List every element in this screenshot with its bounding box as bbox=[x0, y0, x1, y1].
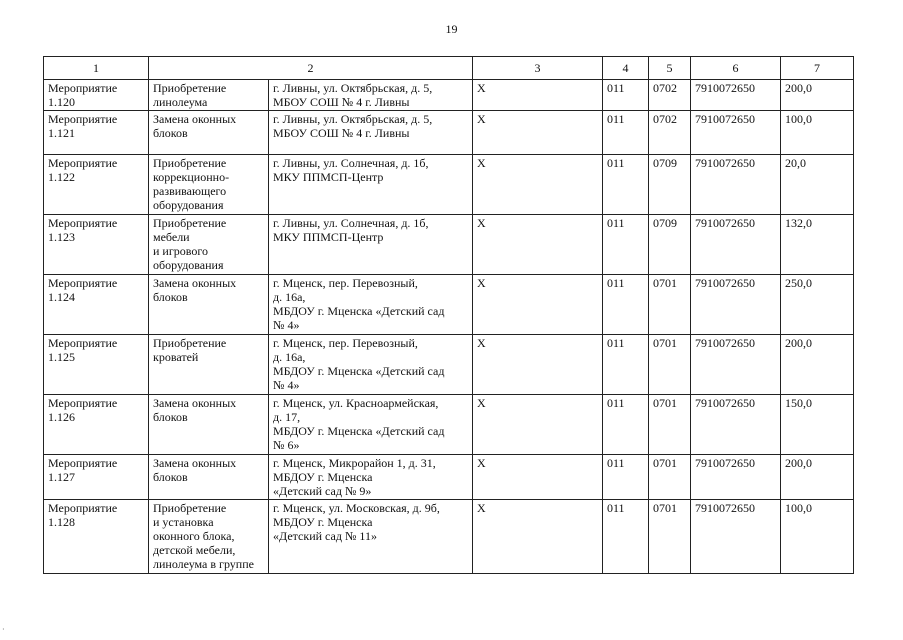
header-col-5: 5 bbox=[649, 57, 691, 80]
col7-cell: 100,0 bbox=[781, 111, 854, 155]
col6-cell: 7910072650 bbox=[691, 111, 781, 155]
col6-cell: 7910072650 bbox=[691, 80, 781, 111]
address-cell: г. Ливны, ул. Солнечная, д. 1б, МКУ ППМСП-Центр bbox=[269, 215, 473, 275]
col4-cell: 011 bbox=[603, 111, 649, 155]
header-col-2: 2 bbox=[149, 57, 473, 80]
col5-cell: 0701 bbox=[649, 500, 691, 574]
col5-cell: 0701 bbox=[649, 395, 691, 455]
page-number: 19 bbox=[445, 22, 458, 36]
event-cell: Мероприятие 1.121 bbox=[44, 111, 149, 155]
col7-cell: 200,0 bbox=[781, 455, 854, 500]
col5-cell: 0701 bbox=[649, 335, 691, 395]
header-row bbox=[44, 57, 854, 80]
events-table bbox=[43, 56, 854, 574]
table-row bbox=[44, 455, 854, 500]
col6-cell: 7910072650 bbox=[691, 500, 781, 574]
event-cell: Мероприятие 1.123 bbox=[44, 215, 149, 275]
col4-cell: 011 bbox=[603, 215, 649, 275]
col6-cell: 7910072650 bbox=[691, 275, 781, 335]
col5-cell: 0701 bbox=[649, 275, 691, 335]
name-cell: Приобретение коррекционно- развивающего оборудования bbox=[149, 155, 269, 215]
address-cell: г. Ливны, ул. Октябрьская, д. 5, МБОУ СОШ № 4 г. Ливны bbox=[269, 80, 473, 111]
header-col-1: 1 bbox=[44, 57, 149, 80]
event-cell: Мероприятие 1.126 bbox=[44, 395, 149, 455]
address-cell: г. Ливны, ул. Октябрьская, д. 5, МБОУ СОШ № 4 г. Ливны bbox=[269, 111, 473, 155]
scan-speck: · bbox=[2, 625, 5, 634]
address-cell: г. Мценск, Микрорайон 1, д. 31, МБДОУ г. Мценска «Детский сад № 9» bbox=[269, 455, 473, 500]
header-col-6: 6 bbox=[691, 57, 781, 80]
col5-cell: 0702 bbox=[649, 111, 691, 155]
col7-cell: 132,0 bbox=[781, 215, 854, 275]
col3-cell: X bbox=[473, 111, 603, 155]
event-cell: Мероприятие 1.120 bbox=[44, 80, 149, 111]
col7-cell: 100,0 bbox=[781, 500, 854, 574]
col6-cell: 7910072650 bbox=[691, 455, 781, 500]
event-cell: Мероприятие 1.124 bbox=[44, 275, 149, 335]
name-cell: Приобретение кроватей bbox=[149, 335, 269, 395]
table-row bbox=[44, 275, 854, 335]
address-cell: г. Мценск, ул. Красноармейская, д. 17, МБДОУ г. Мценска «Детский сад № 6» bbox=[269, 395, 473, 455]
col3-cell: X bbox=[473, 335, 603, 395]
table-row bbox=[44, 111, 854, 155]
col4-cell: 011 bbox=[603, 500, 649, 574]
col6-cell: 7910072650 bbox=[691, 215, 781, 275]
col3-cell: X bbox=[473, 455, 603, 500]
table-row bbox=[44, 155, 854, 215]
event-cell: Мероприятие 1.128 bbox=[44, 500, 149, 574]
header-col-3: 3 bbox=[473, 57, 603, 80]
col4-cell: 011 bbox=[603, 455, 649, 500]
event-cell: Мероприятие 1.125 bbox=[44, 335, 149, 395]
col7-cell: 200,0 bbox=[781, 335, 854, 395]
col4-cell: 011 bbox=[603, 80, 649, 111]
col3-cell: X bbox=[473, 500, 603, 574]
col4-cell: 011 bbox=[603, 335, 649, 395]
col6-cell: 7910072650 bbox=[691, 335, 781, 395]
table-row bbox=[44, 335, 854, 395]
col4-cell: 011 bbox=[603, 275, 649, 335]
table-row bbox=[44, 80, 854, 111]
col6-cell: 7910072650 bbox=[691, 155, 781, 215]
address-cell: г. Мценск, пер. Перевозный, д. 16а, МБДОУ г. Мценска «Детский сад № 4» bbox=[269, 275, 473, 335]
col3-cell: X bbox=[473, 275, 603, 335]
col5-cell: 0709 bbox=[649, 215, 691, 275]
col5-cell: 0701 bbox=[649, 455, 691, 500]
name-cell: Приобретение и установка оконного блока, детской мебели, линолеума в группе bbox=[149, 500, 269, 574]
event-cell: Мероприятие 1.127 bbox=[44, 455, 149, 500]
name-cell: Приобретение мебели и игрового оборудования bbox=[149, 215, 269, 275]
col7-cell: 250,0 bbox=[781, 275, 854, 335]
col3-cell: X bbox=[473, 155, 603, 215]
address-cell: г. Мценск, ул. Московская, д. 9б, МБДОУ г. Мценска «Детский сад № 11» bbox=[269, 500, 473, 574]
col5-cell: 0709 bbox=[649, 155, 691, 215]
event-cell: Мероприятие 1.122 bbox=[44, 155, 149, 215]
name-cell: Замена оконных блоков bbox=[149, 275, 269, 335]
name-cell: Замена оконных блоков bbox=[149, 455, 269, 500]
col4-cell: 011 bbox=[603, 395, 649, 455]
col4-cell: 011 bbox=[603, 155, 649, 215]
col7-cell: 200,0 bbox=[781, 80, 854, 111]
col7-cell: 150,0 bbox=[781, 395, 854, 455]
name-cell: Замена оконных блоков bbox=[149, 395, 269, 455]
header-col-7: 7 bbox=[781, 57, 854, 80]
col5-cell: 0702 bbox=[649, 80, 691, 111]
table-row bbox=[44, 500, 854, 574]
header-col-4: 4 bbox=[603, 57, 649, 80]
table-row bbox=[44, 395, 854, 455]
col6-cell: 7910072650 bbox=[691, 395, 781, 455]
name-cell: Приобретение линолеума bbox=[149, 80, 269, 111]
address-cell: г. Ливны, ул. Солнечная, д. 1б, МКУ ППМСП-Центр bbox=[269, 155, 473, 215]
table-row bbox=[44, 215, 854, 275]
name-cell: Замена оконных блоков bbox=[149, 111, 269, 155]
col3-cell: X bbox=[473, 395, 603, 455]
address-cell: г. Мценск, пер. Перевозный, д. 16а, МБДОУ г. Мценска «Детский сад № 4» bbox=[269, 335, 473, 395]
col7-cell: 20,0 bbox=[781, 155, 854, 215]
col3-cell: X bbox=[473, 80, 603, 111]
col3-cell: X bbox=[473, 215, 603, 275]
